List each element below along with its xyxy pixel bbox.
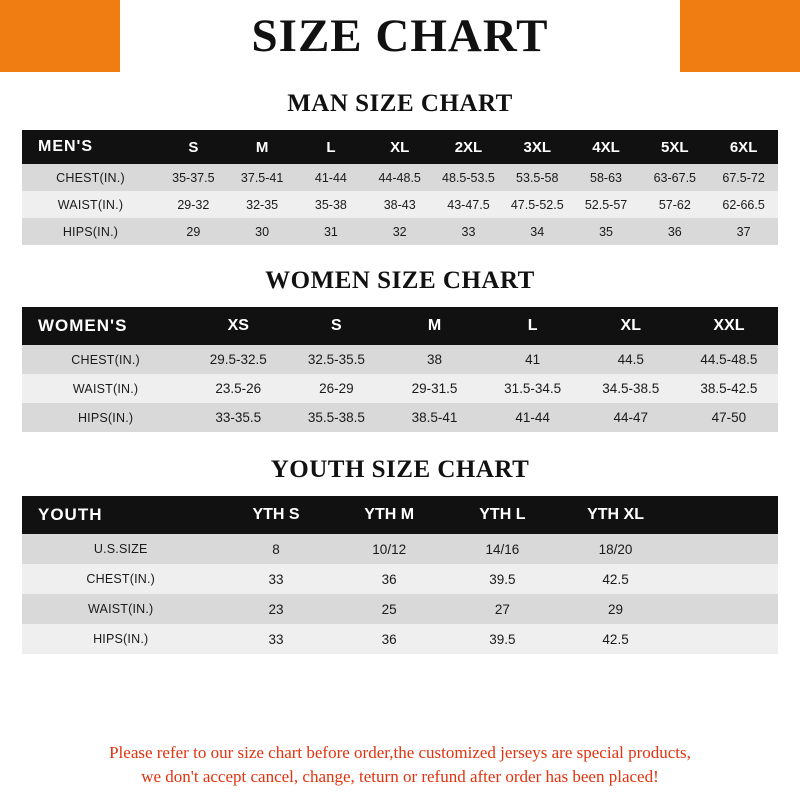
table-row [22,164,778,191]
table-row [22,594,778,624]
cell-spacer [672,534,778,564]
col-header-6xl: 6XL [709,130,778,164]
cell: 41-44 [484,403,582,432]
cell: 33 [434,218,503,245]
cell-spacer [672,594,778,624]
cell: 47.5-52.5 [503,191,572,218]
col-header-s: S [159,130,228,164]
table-row [22,374,778,403]
row-label-waist: WAIST(IN.) [22,191,159,218]
table-row [22,534,778,564]
col-header-yth-s: YTH S [219,496,332,534]
section-youth [22,456,778,654]
table-header-row [22,307,778,345]
section-women [22,267,778,432]
cell: 52.5-57 [572,191,641,218]
cell: 27 [446,594,559,624]
cell: 29.5-32.5 [189,345,287,374]
footer-line-2: we don't accept cancel, change, teturn or refund after order has been placed! [141,767,659,787]
cell: 42.5 [559,564,672,594]
cell: 38-43 [365,191,434,218]
cell: 14/16 [446,534,559,564]
cell: 23.5-26 [189,374,287,403]
cell: 36 [640,218,709,245]
footer-line-1: Please refer to our size chart before order,the customized jerseys are special products, [109,742,691,762]
cell: 29-31.5 [385,374,483,403]
cell: 32 [365,218,434,245]
col-header-5xl: 5XL [640,130,709,164]
cell: 31.5-34.5 [484,374,582,403]
cell-spacer [672,624,778,654]
col-header-xs: XS [189,307,287,345]
table-row [22,403,778,432]
col-header-mens: MEN'S [22,130,159,164]
cell: 38.5-41 [385,403,483,432]
cell: 37 [709,218,778,245]
cell: 44-48.5 [365,164,434,191]
section-men [22,90,778,245]
col-header-spacer [672,496,778,534]
section-title-women: WOMEN SIZE CHART [265,267,535,294]
cell: 36 [333,564,446,594]
cell: 44.5-48.5 [680,345,778,374]
cell: 29-32 [159,191,228,218]
col-header-4xl: 4XL [572,130,641,164]
col-header-l: L [484,307,582,345]
table-header-row [22,496,778,534]
cell: 53.5-58 [503,164,572,191]
row-label-chest: CHEST(IN.) [22,345,189,374]
cell: 35 [572,218,641,245]
cell: 41-44 [297,164,366,191]
section-title-men: MAN SIZE CHART [287,90,513,117]
col-header-2xl: 2XL [434,130,503,164]
cell: 44.5 [582,345,680,374]
cell: 35-38 [297,191,366,218]
section-title-youth: YOUTH SIZE CHART [270,456,530,483]
row-label-chest: CHEST(IN.) [22,164,159,191]
table-row [22,218,778,245]
cell: 33 [219,564,332,594]
cell: 39.5 [446,624,559,654]
cell: 34.5-38.5 [582,374,680,403]
col-header-m: M [385,307,483,345]
row-label-us-size: U.S.SIZE [22,534,219,564]
col-header-xl: XL [365,130,434,164]
page-title: SIZE CHART [251,10,549,62]
cell: 42.5 [559,624,672,654]
row-label-hips: HIPS(IN.) [22,624,219,654]
cell: 38.5-42.5 [680,374,778,403]
col-header-s: S [287,307,385,345]
cell: 43-47.5 [434,191,503,218]
charts-content [0,72,800,729]
cell: 35-37.5 [159,164,228,191]
col-header-yth-l: YTH L [446,496,559,534]
col-header-m: M [228,130,297,164]
cell: 36 [333,624,446,654]
cell: 29 [159,218,228,245]
cell: 37.5-41 [228,164,297,191]
page-banner [0,0,800,72]
col-header-yth-m: YTH M [333,496,446,534]
cell: 44-47 [582,403,680,432]
table-row [22,191,778,218]
col-header-womens: WOMEN'S [22,307,189,345]
col-header-l: L [297,130,366,164]
women-size-table [22,307,778,432]
cell: 35.5-38.5 [287,403,385,432]
table-row [22,345,778,374]
cell: 47-50 [680,403,778,432]
col-header-xl: XL [582,307,680,345]
row-label-hips: HIPS(IN.) [22,218,159,245]
col-header-xxl: XXL [680,307,778,345]
cell-spacer [672,564,778,594]
men-size-table [22,130,778,245]
col-header-youth: YOUTH [22,496,219,534]
row-label-hips: HIPS(IN.) [22,403,189,432]
cell: 58-63 [572,164,641,191]
cell: 32.5-35.5 [287,345,385,374]
cell: 32-35 [228,191,297,218]
row-label-waist: WAIST(IN.) [22,594,219,624]
col-header-3xl: 3XL [503,130,572,164]
row-label-waist: WAIST(IN.) [22,374,189,403]
cell: 8 [219,534,332,564]
cell: 39.5 [446,564,559,594]
cell: 63-67.5 [640,164,709,191]
cell: 25 [333,594,446,624]
cell: 41 [484,345,582,374]
cell: 57-62 [640,191,709,218]
cell: 26-29 [287,374,385,403]
cell: 18/20 [559,534,672,564]
table-row [22,624,778,654]
cell: 29 [559,594,672,624]
cell: 23 [219,594,332,624]
cell: 34 [503,218,572,245]
cell: 30 [228,218,297,245]
cell: 31 [297,218,366,245]
table-header-row [22,130,778,164]
cell: 33 [219,624,332,654]
cell: 10/12 [333,534,446,564]
col-header-yth-xl: YTH XL [559,496,672,534]
cell: 62-66.5 [709,191,778,218]
cell: 67.5-72 [709,164,778,191]
youth-size-table [22,496,778,654]
footer-disclaimer [0,729,800,800]
cell: 38 [385,345,483,374]
table-row [22,564,778,594]
cell: 33-35.5 [189,403,287,432]
cell: 48.5-53.5 [434,164,503,191]
row-label-chest: CHEST(IN.) [22,564,219,594]
